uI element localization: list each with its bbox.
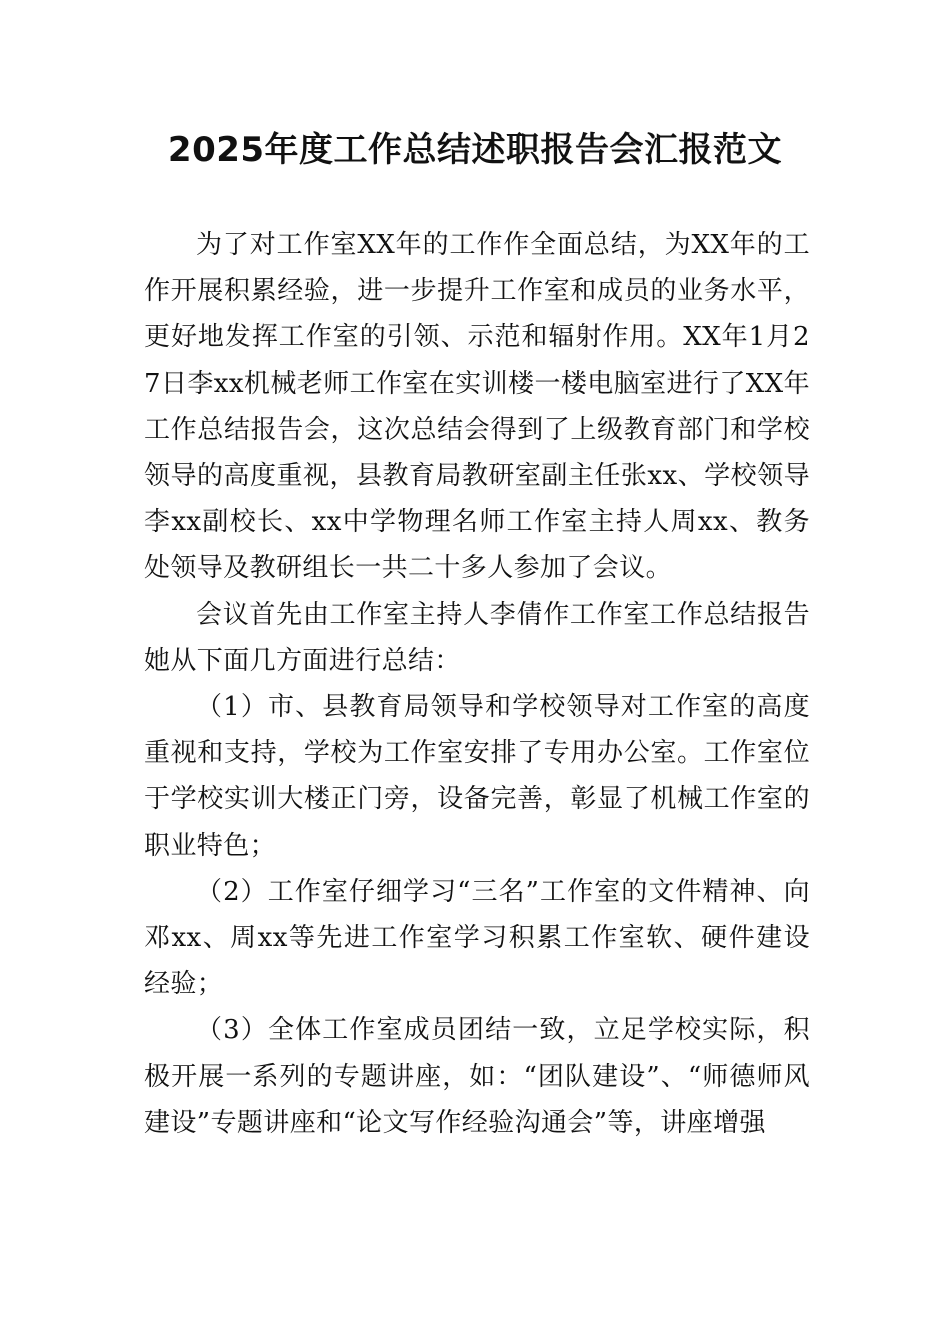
paragraph-point-3: （3）全体工作室成员团结一致，立足学校实际，积极开展一系列的专题讲座，如：“团队建设”、“师德师风建设”专题讲座和“论文写作经验沟通会”等，讲座增强 [144, 1015, 810, 1138]
paragraph-meeting-opening: 会议首先由工作室主持人李倩作工作室工作总结报告她从下面几方面进行总结： [144, 599, 810, 676]
paragraph-point-2: （2）工作室仔细学习“三名”工作室的文件精神、向邓xx、周xx等先进工作室学习积累工作室软、硬件建设经验； [144, 876, 810, 1000]
paragraph-point-1: （1）市、县教育局领导和学校领导对工作室的高度重视和支持，学校为工作室安排了专用办公室。工作室位于学校实训大楼正门旁，设备完善，彰显了机械工作室的职业特色； [144, 692, 810, 861]
document-body [144, 222, 810, 1146]
paragraph-intro: 为了对工作室XX年的工作作全面总结，为XX年的工作开展积累经验，进一步提升工作室和成员的业务水平，更好地发挥工作室的引领、示范和辐射作用。XX年1月27日李xx机械老师工作室在实训楼一楼电脑室进行了XX年工作总结报告会，这次总结会得到了上级教育部门和学校领导的高度重视，县教育局教研室副主任张xx、学校领导李xx副校长、xx中学物理名师工作室主持人周xx、教务处领导及教研组长一共二十多人参加了会议。 [144, 230, 810, 584]
document-title: 2025年度工作总结述职报告会汇报范文 [167, 130, 783, 170]
